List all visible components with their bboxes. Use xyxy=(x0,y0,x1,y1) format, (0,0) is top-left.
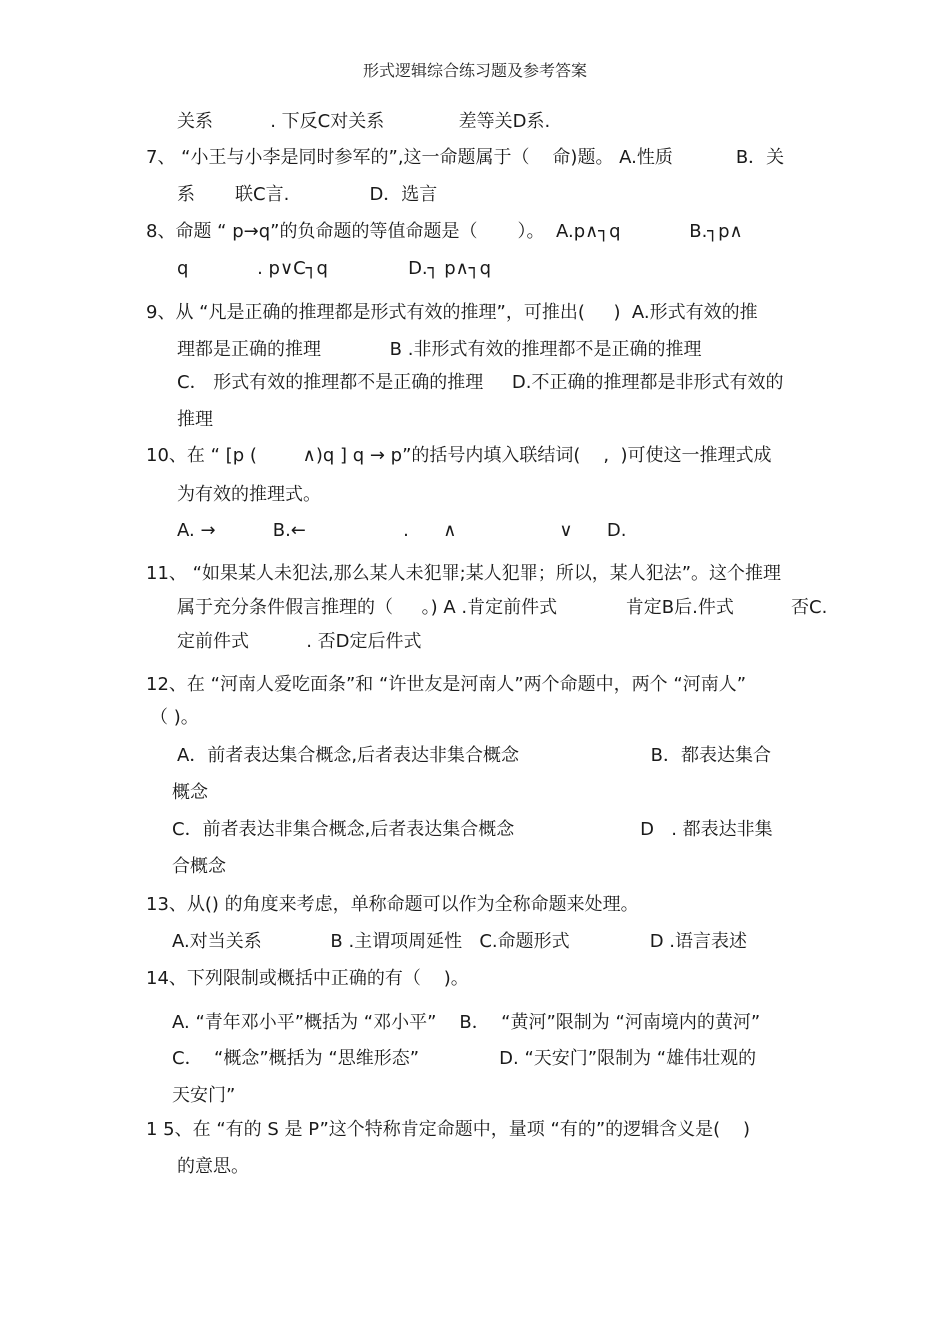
text-line: A.对当关系 B .主谓项周延性 C.命题形式 D .语言表述 xyxy=(172,931,748,952)
text-line: 理都是正确的推理 B .非形式有效的推理都不是正确的推理 xyxy=(177,339,702,360)
text-line: A．前者表达集合概念,后者表达非集合概念 B．都表达集合 xyxy=(177,745,771,766)
text-line: 概念 xyxy=(172,782,208,803)
question-8: 8、命题 “ p→q”的负命题的等值命题是（ ）。 A.p∧┐q B.┐p∧ xyxy=(146,221,743,242)
question-15: 1 5、在 “有的 S 是 P”这个特称肯定命题中，量项 “有的”的逻辑含义是( ) xyxy=(146,1119,751,1140)
text-line: A. → B.← . ∧ ∨ D. xyxy=(177,520,627,541)
question-7: 7、 “小王与小李是同时参军的”,这一命题属于（ 命)题。 A.性质 B．关 xyxy=(146,147,785,168)
text-line: 系 联C言. D．选言 xyxy=(177,184,438,205)
text-line: 为有效的推理式。 xyxy=(177,484,321,505)
text-line: 定前件式 . 否D定后件式 xyxy=(177,631,422,652)
text-line: 关系 . 下反C对关系 差等关D系. xyxy=(177,111,551,132)
text-line: C． “概念”概括为 “思维形态” D. “天安门”限制为 “雄伟壮观的 xyxy=(172,1048,757,1069)
question-10: 10、在 “ [p ( ∧)q ] q → p”的括号内填入联结词( , )可使这一推理式成 xyxy=(146,445,772,466)
text-line: （ )。 xyxy=(150,707,199,728)
text-line: A. “青年邓小平”概括为 “邓小平” B． “黄河”限制为 “河南境内的黄河” xyxy=(172,1012,761,1033)
question-14: 14、下列限制或概括中正确的有（ )。 xyxy=(146,968,469,989)
text-line: C． 形式有效的推理都不是正确的推理 D.不正确的推理都是非形式有效的 xyxy=(177,372,784,393)
text-line: C．前者表达非集合概念,后者表达集合概念 D . 都表达非集 xyxy=(172,819,773,840)
question-9: 9、从 “凡是正确的推理都是形式有效的推理”，可推出( ) A.形式有效的推 xyxy=(146,302,758,323)
text-line: 的意思。 xyxy=(177,1156,249,1177)
question-11: 11、 “如果某人未犯法,那么某人未犯罪;某人犯罪；所以，某人犯法”。这个推理 xyxy=(146,563,782,584)
text-line: 合概念 xyxy=(172,856,226,877)
text-line: 属于充分条件假言推理的（ 。) A .肯定前件式 肯定B后.件式 否C. xyxy=(177,597,828,618)
text-line: 天安门” xyxy=(172,1085,236,1106)
text-line: 推理 xyxy=(177,409,213,430)
question-12: 12、在 “河南人爱吃面条”和 “许世友是河南人”两个命题中，两个 “河南人” xyxy=(146,674,747,695)
question-13: 13、从() 的角度来考虑，单称命题可以作为全称命题来处理。 xyxy=(146,894,639,915)
page-header-title: 形式逻辑综合练习题及参考答案 xyxy=(362,61,587,80)
text-line: q . p∨C┐q D.┐ p∧┐q xyxy=(177,258,492,279)
